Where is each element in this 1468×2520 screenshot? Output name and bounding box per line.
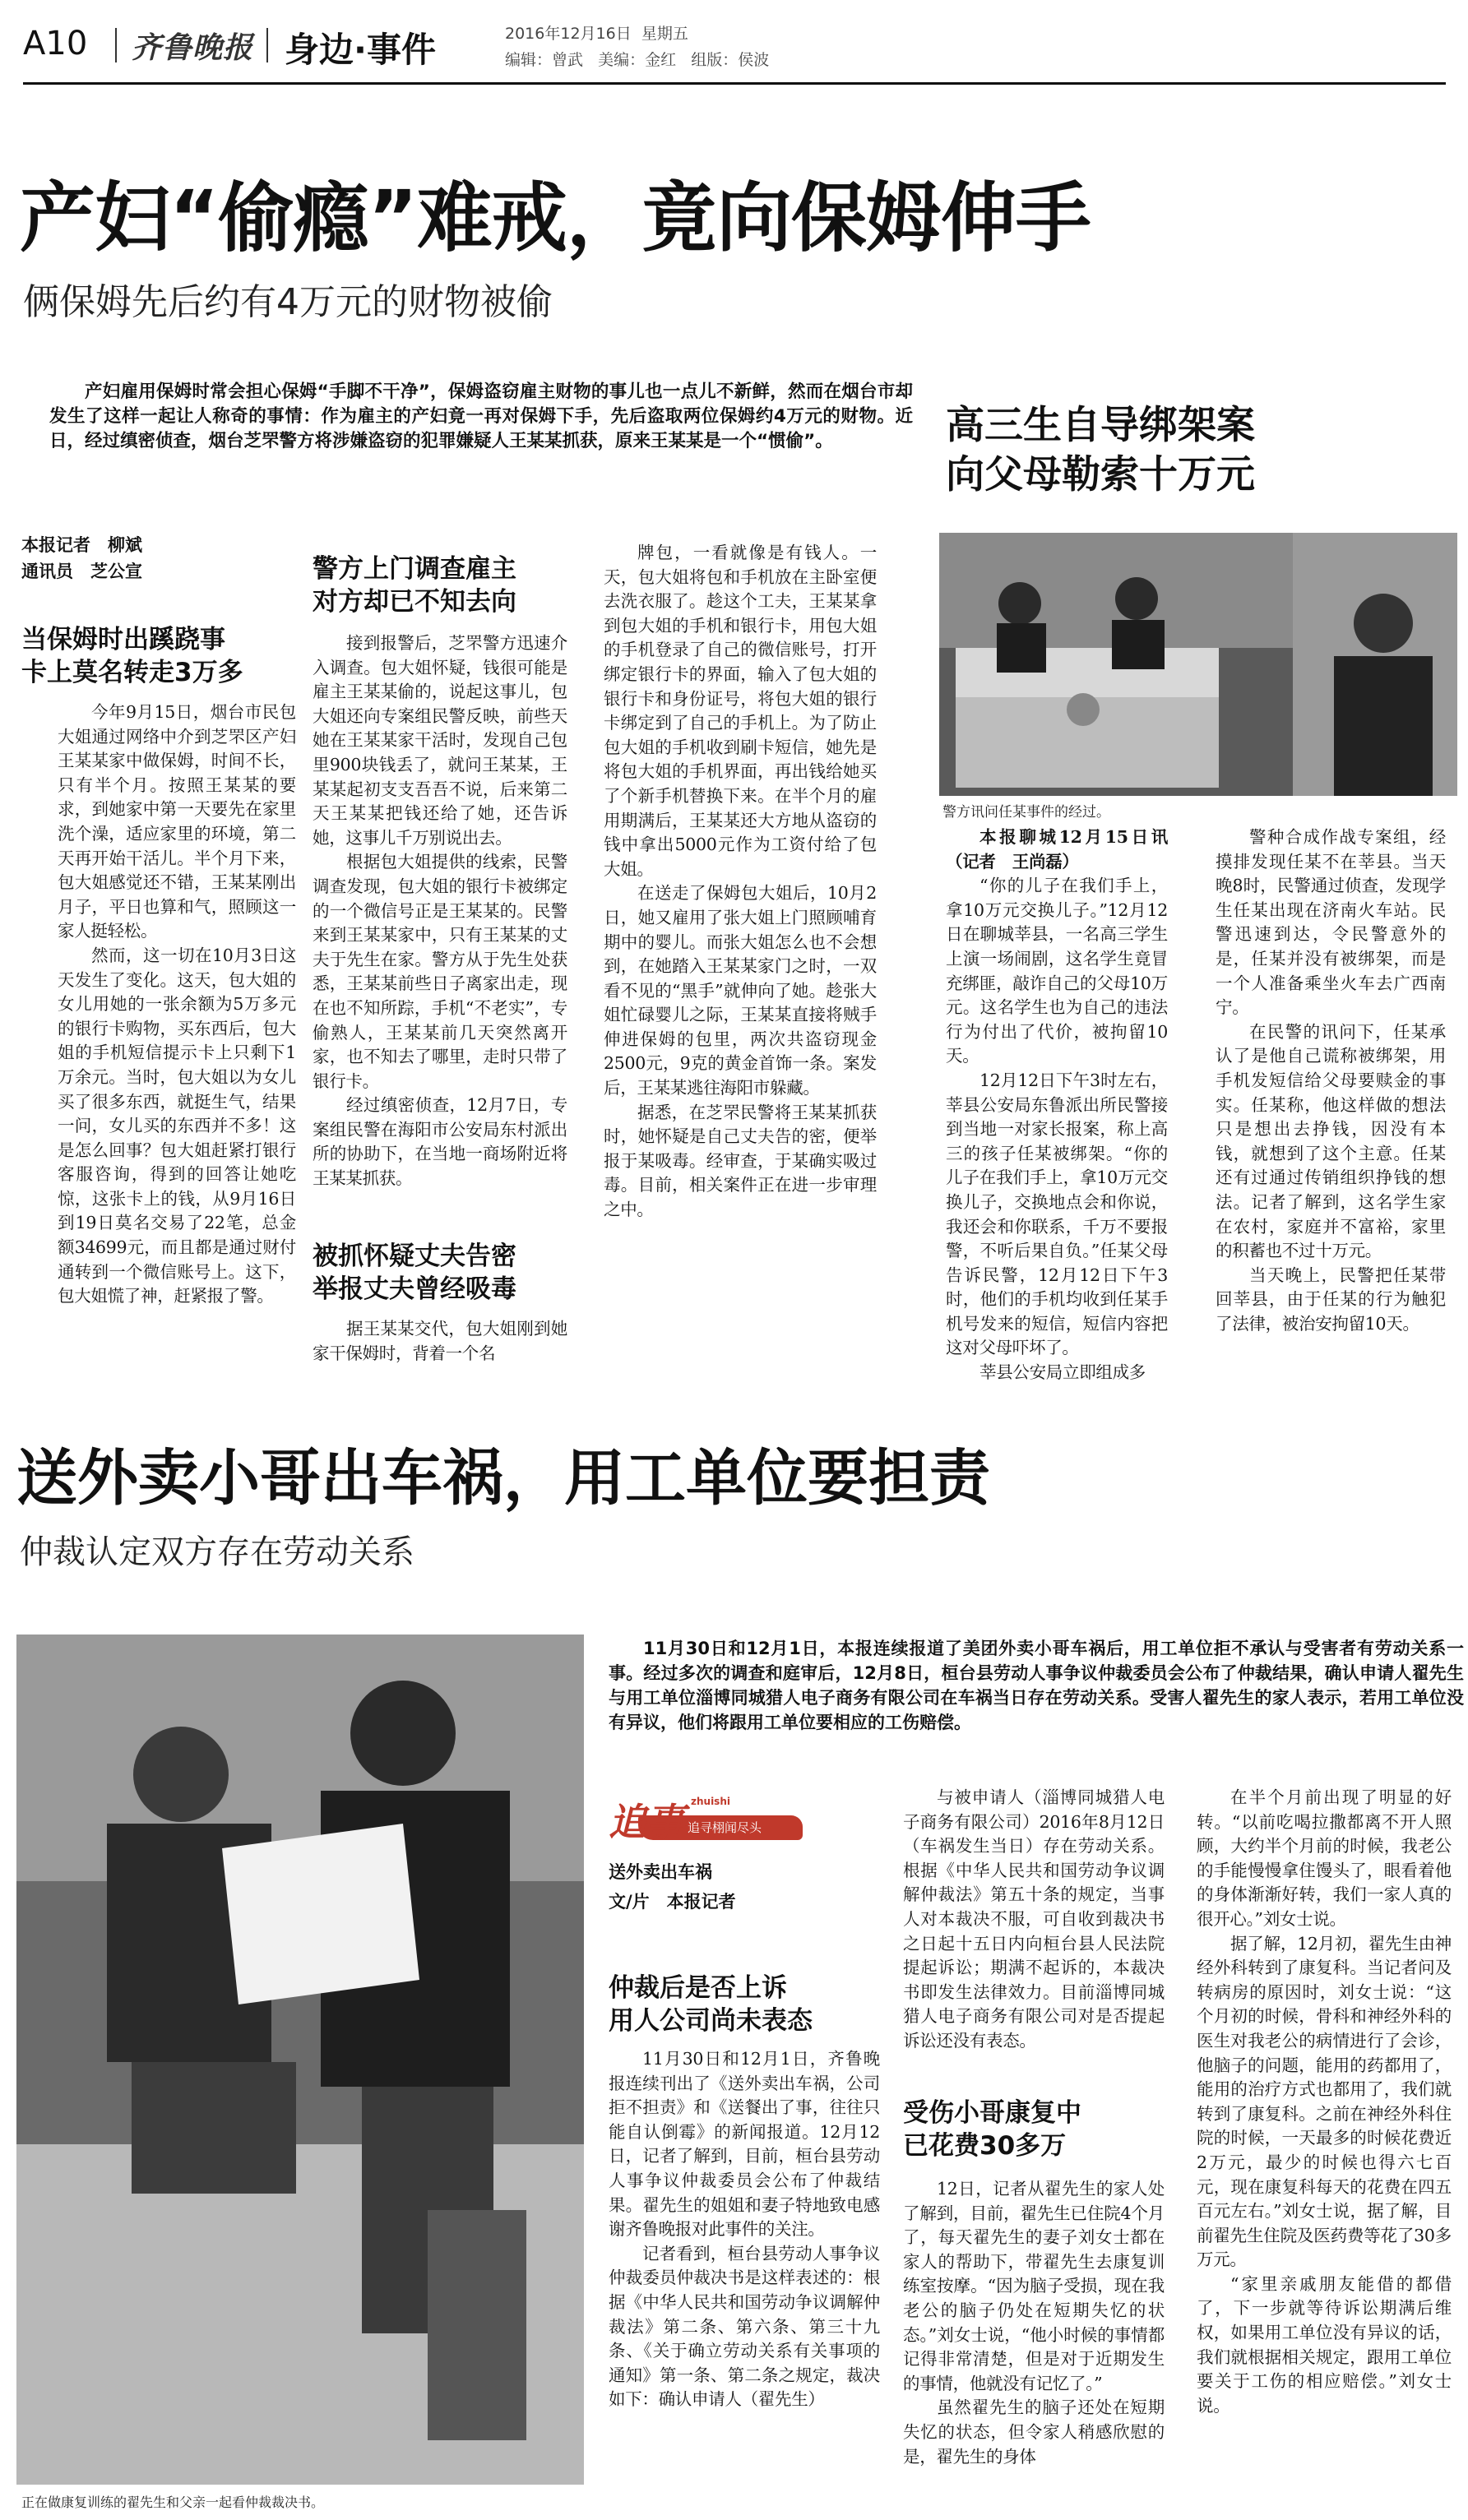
paragraph: 在民警的讯问下，任某承认了是他自己谎称被绑架，用手机发短信给父母要赎金的事实。任某称，他这样做的想法只是想出去挣钱，因没有本钱，就想到了这个主意。任某还有过通过传销组织挣钱的想法。记者了解到，这名学生家在农村，家庭并不富裕，家里的积蓄也不过十万元。 [1216,1021,1446,1261]
story1-subhead-2: 警方上门调查雇主 对方却已不知去向 [313,554,516,617]
paragraph: 根据包大姐提供的线索，民警调查发现，包大姐的银行卡被绑定的一个微信号正是王某某的。民警来到王某某家中，只有王某某的丈夫于先生在家。警方从于先生处获悉，王某某前些日子离家出走，现在也不知所踪，手机“不老实”，专偷熟人，王某某前几天突然离开家，也不知去了哪里，走时只带了银行卡。 [313,852,567,1091]
paragraph: 当天晚上，民警把任某带回莘县，由于任某的行为触犯了法律，被治安拘留10天。 [1216,1265,1446,1334]
story3-column-2b [903,2177,1165,2513]
column-text [903,2177,1165,2469]
story3-column-1 [609,2047,880,2512]
story1-column-2b [313,1317,567,1368]
paragraph: 在送走了保姆包大姐后，10月2日，她又雇用了张大姐上门照顾哺育期中的婴儿。而张大姐怎么也不会想到，在她踏入王某某家门之时，一双看不见的“黑手”就伸向了她。趁张大姐忙碌婴儿之际，王某某直接将贼手伸进保姆的包里，两次共盗窃现金2500元，9克的黄金首饰一条。案发后，王某某逃往海阳市躲藏。 [604,883,877,1098]
story2-dateline: 本报聊城12月15日讯（记者 王尚磊） [946,827,1168,872]
police-interview-photo [939,533,1457,796]
masthead-divider [115,28,117,62]
paragraph: 虽然翟先生的脑子还处在短期失忆的状态，但令家人稍感欣慰的是，翟先生的身体 [903,2397,1165,2467]
story3-lead: 11月30日和12月1日，本报连续报道了美团外卖小哥车祸后，用工单位拒不承认与受害者有劳动关系一事。经过多次的调查和庭审后，12月8日，桓台县劳动人事争议仲裁委员会公布了仲裁结果，确认申请人翟先生与用工单位淄博同城猎人电子商务有限公司在车祸当日存在劳动关系。受害人翟先生的家人表示，若用工单位没有异议，他们将跟用工单位要相应的工伤赔偿。 [609,1639,1464,1732]
story1-headline: 产妇“偷瘾”难戒，竟向保姆伸手 [20,174,1091,262]
column-text: 据王某某交代，包大姐刚到她家干保姆时，背着一个名 [313,1319,567,1363]
paragraph: 记者看到，桓台县劳动人事争议仲裁委员仲裁决书是这样表述的：根据《中华人民共和国劳动争议调解仲裁法》第二条、第六条、第三十九条、《关于确立劳动关系有关事项的通知》第一条、第二条之规定，裁决如下：确认申请人（翟先生） [609,2243,880,2410]
story1-reporter: 本报记者 柳斌 [21,535,142,555]
column-text [1216,825,1446,1336]
logo-main: 追事 [609,1800,684,1844]
paragraph: “你的儿子在我们手上，拿10万元交换儿子。”12月12日在聊城莘县，一名高三学生上演一场闹剧，这名学生竟冒充绑匪，敲诈自己的父母10万元。这名学生也为自己的违法行为付出了代价，被拘留10天。 [946,876,1168,1066]
paragraph: 警种合成作战专案组，经摸排发现任某不在莘县。当天晚8时，民警通过侦查，发现学生任某出现在济南火车站。民警迅速到达，令民警意外的是，任某并没有被绑架，而是一个人准备乘坐火车去广西南宁。 [1216,827,1446,1018]
weekday-text: 星期五 [641,25,688,43]
story1-lead: 产妇雇用保姆时常会担心保姆“手脚不干净”，保姆盗窃雇主财物的事儿也一点儿不新鲜，然而在烟台市却发生了这样一起让人称奇的事情：作为雇主的产妇竟一再对保姆下手，先后盗取两位保姆约4万元的财物。近日，经过缜密侦查，烟台芝罘警方将涉嫌盗窃的犯罪嫌疑人王某某抓获，原来王某某是一个“惯偷”。 [49,381,913,451]
story3-subheadline: 仲裁认定双方存在劳动关系 [20,1533,414,1571]
paragraph: 莘县公安局立即组成多 [979,1362,1146,1383]
masthead-rule [23,82,1446,85]
paragraph: “家里亲戚朋友能借的都借了，下一步就等待诉讼期满后维权，如果用工单位没有异议的话，我们就根据相关规定，跟用工单位要关于工伤的相应赔偿。”刘女士说。 [1197,2273,1452,2416]
story3-series-title: 送外卖出车祸 [609,1862,712,1882]
story3-headline: 送外卖小哥出车祸，用工单位要担责 [16,1443,990,1514]
paragraph: 在半个月前出现了明显的好转。“以前吃喝拉撒都离不开人照顾，大约半个月前的时候，我老公的手能慢慢拿住馒头了，眼看着他的身体渐渐好转，我们一家人真的很开心。”刘女士说。 [1197,1787,1452,1929]
paragraph: 12日，记者从翟先生的家人处了解到，目前，翟先生已住院4个月了，每天翟先生的妻子刘女士都在家人的帮助下，带翟先生去康复训练室按摩。“因为脑子受损，现在我老公的脑子仍处在短期失忆的状态。”刘女士说，“他小时候的事情都记得非常清楚，但是对于近期发生的事情，他就没有记忆了。” [903,2179,1165,2393]
story1-subheadline: 俩保姆先后约有4万元的财物被偷 [23,281,553,323]
column-text [313,631,567,1191]
story2-column-2 [1216,825,1446,1368]
story3-byline: 文/片 本报记者 [609,1892,736,1912]
column-text: 与被申请人（淄博同城猎人电子商务有限公司）2016年8月12日（车祸发生当日）存在劳动关系。根据《中华人民共和国劳动争议调解仲裁法》第五十条的规定，当事人对本裁决不服，可自收到裁决书之日起十五日内向桓台县人民法院提起诉讼；期满不起诉的，本裁决书即发生法律效力。目前淄博同城猎人电子商务有限公司对是否提起诉讼还没有表态。 [903,1787,1165,2051]
story2-photo [939,533,1457,796]
issue-date [505,21,688,44]
story1-column-3 [604,541,877,1367]
paragraph: 牌包，一看就像是有钱人。一天，包大姐将包和手机放在主卧室便去洗衣服了。趁这个工夫，王某某拿到包大姐的手机和银行卡，用包大姐的手机登录了自己的微信账号，打开绑定银行卡的界面，输入了包大姐的银行卡和身份证号，将包大姐的银行卡绑定到了自己的手机上。为了防止包大姐的手机收到刷卡短信，她先是将包大姐的手机界面，再出钱给她买了个新手机替换下来。在半个月的雇用期满后，王某某还大方地从盗窃的钱中拿出5000元作为工资付给了包大姐。 [604,543,877,879]
paragraph: 今年9月15日，烟台市民包大姐通过网络中介到芝罘区产妇王某某家中做保姆，时间不长，只有半个月。按照王某某的要求，到她家中第一天要先在家里洗个澡，适应家里的环境，第二天再开始干活儿。半个月下来，包大姐感觉还不错，王某某刚出月子，平日也算和气，照顾这一家人挺轻松。 [58,702,296,941]
story3-column-2a [903,1786,1165,2108]
logo-pinyin: zhuishi [691,1796,730,1807]
paragraph: 12月12日下午3时左右，莘县公安局东鲁派出所民警接到当地一对家长报案，称上高三的孩子任某被绑架。“你的儿子在我们手上，拿10万元交换儿子，交换地点会和你说，我还会和你联系，千万不要报警，不听后果自负。”任某父母告诉民警，12月12日下午3时，他们的手机均收到任某手机号发来的短信，短信内容把这对父母吓坏了。 [946,1070,1168,1358]
masthead [0,0,1468,82]
story1-subhead-1: 当保姆时出蹊跷事 卡上莫名转走3万多 [21,625,243,687]
column-text [58,701,296,1309]
story1-column-2 [313,631,567,1248]
section-title: 身边·事件 [285,30,436,70]
story2-column-1 [946,825,1168,1383]
story3-logo [609,1791,806,1850]
paragraph: 据了解，12月初，翟先生由神经外科转到了康复科。当记者问及转病房的原因时，刘女士说：“这个月初的时候，骨科和神经外科的医生对我老公的病情进行了会诊，他脑子的问题，能用的药都用了，能用的治疗方式也都用了，我们就转到了康复科。之前在神经外科住院的时候，一天最多的时候花费近2万元，最少的时候也得六七百元，现在康复科每天的花费在四五百元左右。”刘女士说，据了解，目前翟先生住院及医药费等花了30多万元。 [1197,1933,1452,2270]
story1-correspondent: 通讯员 芝公宣 [21,562,142,581]
paragraph: 然而，这一切在10月3日这天发生了变化。这天，包大姐的女儿用她的一张余额为5万多元的银行卡购物，买东西后，包大姐的手机短信提示卡上只剩下1万余元。当时，包大姐以为女儿买了很多东西，就挺生气，结果一问，女儿买的东西并不多！这是怎么回事？包大姐赶紧打银行客服咨询，得到的回答让她吃惊，这张卡上的钱，从9月16日到19日莫名交易了22笔，总金额34699元，而且都是通过财付通转到一个微信账号上。这下，包大姐慌了神，赶紧报了警。 [58,945,296,1306]
story3-photo-caption: 正在做康复训练的翟先生和父亲一起看仲裁裁决书。 [21,2495,325,2510]
masthead-divider [266,28,268,62]
paragraph: 据悉，在芝罘民警将王某某抓获时，她怀疑是自己丈夫告的密，便举报于某吸毒。经审查，于某确实吸过毒。目前，相关案件正在进一步审理之中。 [604,1102,877,1220]
column-text [609,2047,880,2412]
story3-subhead-2: 受伤小哥康复中 已花费30多万 [903,2098,1081,2161]
paper-logo: 齐鲁晚报 [132,30,254,65]
story2-photo-caption: 警方讯问任某事件的经过。 [942,804,1110,821]
paragraph: 经过缜密侦查，12月7日，专案组民警在海阳市公安局东村派出所的协助下，在当地一商场附近将王某某抓获。 [313,1095,567,1189]
editors-line: 编辑：曾武 美编：金红 组版：侯波 [505,51,770,69]
story2-headline: 高三生自导绑架案 向父母勒索十万元 [946,403,1255,497]
courier-father-photo [16,1635,584,2485]
column-text [946,874,1168,1385]
paragraph: 接到报警后，芝罘警方迅速介入调查。包大姐怀疑，钱很可能是雇主王某某偷的，说起这事儿，包大姐还向专案组民警反映，前些天她在王某某家干活时，发现自己包里900块钱丢了，就问王某某，王某某起初支支吾吾不说，后来第二天王某某把钱还给了她，还告诉她，这事儿千万别说出去。 [313,633,567,848]
page-number: A10 [23,25,88,62]
logo-tag: 追寻栩闻尽头 [688,1820,762,1835]
story1-subhead-3: 被抓怀疑丈夫告密 举报丈夫曾经吸毒 [313,1242,516,1304]
paragraph: 11月30日和12月1日，齐鲁晚报连续刊出了《送外卖出车祸，公司拒不担责》和《送餐出了事，往往只能自认倒霉》的新闻报道。12月12日，记者了解到，目前，桓台县劳动人事争议仲裁委员会公布了仲裁结果。翟先生的姐姐和妻子特地致电感谢齐鲁晚报对此事件的关注。 [609,2049,880,2240]
story3-subhead-1: 仲裁后是否上诉 用人公司尚未表态 [609,1973,813,2036]
story3-column-3 [1197,1786,1452,2513]
story1-column-1 [58,701,296,1366]
column-text [1197,1786,1452,2418]
column-text [604,541,877,1223]
story3-photo [16,1635,584,2485]
date-text: 2016年12月16日 [505,25,632,43]
